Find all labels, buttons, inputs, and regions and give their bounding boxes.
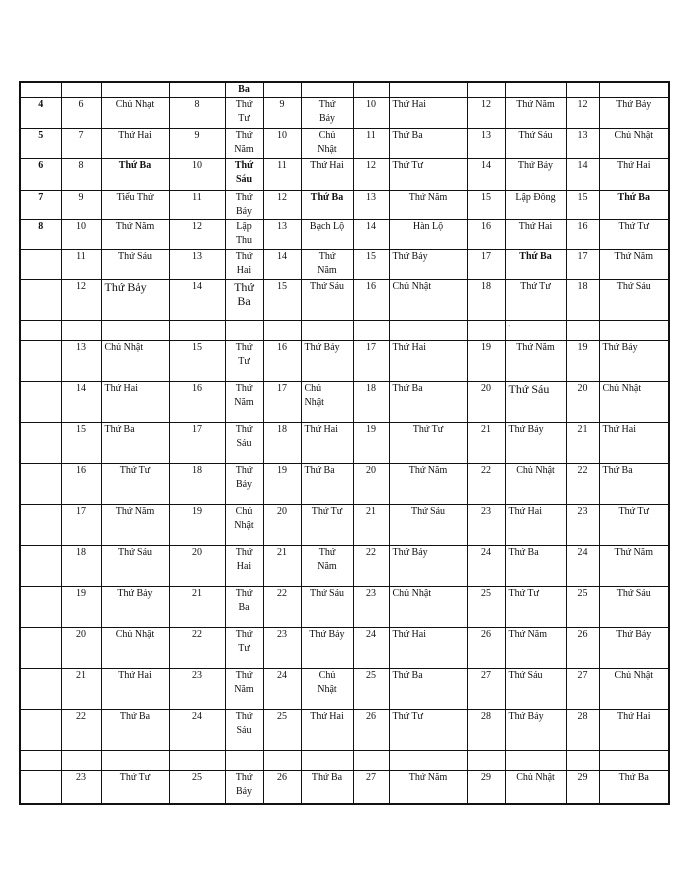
day-number-cell: 10 xyxy=(61,220,101,250)
day-number-cell: 20 xyxy=(263,505,301,546)
weekday-cell: Thứ Ba xyxy=(505,546,566,587)
day-number-cell: 12 xyxy=(566,98,599,129)
weekday-cell: Thứ Tư xyxy=(505,280,566,321)
weekday-cell: Thứ Ba xyxy=(225,587,263,628)
day-number-cell: 11 xyxy=(263,159,301,191)
table-row xyxy=(20,751,669,771)
day-number-cell: 6 xyxy=(61,98,101,129)
row-number-cell xyxy=(20,587,61,628)
weekday-cell: Thứ Hai xyxy=(301,423,353,464)
weekday-cell xyxy=(301,751,353,771)
weekday-cell: Thứ Bảy xyxy=(301,628,353,669)
day-number-cell: 11 xyxy=(353,129,389,159)
day-number-cell: 15 xyxy=(169,341,225,382)
weekday-cell: Thứ Hai xyxy=(101,382,169,423)
weekday-cell: Thứ Hai xyxy=(225,546,263,587)
weekday-cell: Thứ Năm xyxy=(599,250,669,280)
weekday-cell: Chủ Nhật xyxy=(389,587,467,628)
weekday-cell: Thứ Bảy xyxy=(505,159,566,191)
weekday-cell: Thứ Ba xyxy=(301,771,353,804)
day-number-cell: 12 xyxy=(169,220,225,250)
day-number-cell: 23 xyxy=(263,628,301,669)
weekday-cell xyxy=(505,751,566,771)
day-number-cell: 20 xyxy=(467,382,505,423)
day-number-cell xyxy=(61,321,101,341)
weekday-cell: Thứ Bảy xyxy=(505,423,566,464)
table-row xyxy=(20,771,669,804)
weekday-cell: Thứ Hai xyxy=(101,669,169,710)
weekday-cell xyxy=(389,321,467,341)
day-number-cell xyxy=(353,321,389,341)
table-row xyxy=(20,191,669,220)
day-number-cell: 25 xyxy=(566,587,599,628)
weekday-cell: Thứ Hai xyxy=(389,628,467,669)
weekday-cell: Chủ Nhật xyxy=(505,464,566,505)
table-row xyxy=(20,423,669,464)
day-number-cell: 23 xyxy=(169,669,225,710)
weekday-cell: Thứ Bảy xyxy=(225,771,263,804)
weekday-cell: Chủ Nhật xyxy=(301,129,353,159)
table-row xyxy=(20,628,669,669)
day-number-cell: 24 xyxy=(263,669,301,710)
weekday-cell: Thứ Năm xyxy=(505,98,566,129)
row-number-cell xyxy=(20,669,61,710)
weekday-cell: Thứ Năm xyxy=(301,546,353,587)
table-row xyxy=(20,98,669,129)
day-number-cell: 10 xyxy=(263,129,301,159)
day-number-cell: 25 xyxy=(467,587,505,628)
weekday-cell: Thứ Năm xyxy=(389,771,467,804)
weekday-cell: Thứ Tư xyxy=(389,423,467,464)
day-number-cell: 13 xyxy=(263,220,301,250)
day-number-cell xyxy=(353,751,389,771)
day-number-cell: 16 xyxy=(169,382,225,423)
weekday-cell: Thứ Ba xyxy=(101,159,169,191)
day-number-cell: 21 xyxy=(353,505,389,546)
day-number-cell xyxy=(566,751,599,771)
day-number-cell: 28 xyxy=(467,710,505,751)
row-number-cell xyxy=(20,423,61,464)
weekday-cell: Thứ Hai xyxy=(389,341,467,382)
weekday-cell: Thứ Ba xyxy=(389,382,467,423)
weekday-cell: Thứ Tư xyxy=(225,98,263,129)
day-number-cell xyxy=(61,82,101,98)
weekday-cell: Thứ Tư xyxy=(101,464,169,505)
day-number-cell: 24 xyxy=(169,710,225,751)
day-number-cell: 21 xyxy=(61,669,101,710)
weekday-cell: Chủ Nhật xyxy=(101,628,169,669)
weekday-cell: Thứ Bảy xyxy=(599,341,669,382)
weekday-cell: Thứ Tư xyxy=(101,771,169,804)
weekday-cell: Thứ Năm xyxy=(505,628,566,669)
day-number-cell: 19 xyxy=(61,587,101,628)
day-number-cell: 20 xyxy=(169,546,225,587)
day-number-cell: 22 xyxy=(169,628,225,669)
weekday-cell: Thứ Sáu xyxy=(101,250,169,280)
weekday-cell: Thứ Hai xyxy=(505,220,566,250)
weekday-cell xyxy=(599,751,669,771)
day-number-cell: 12 xyxy=(353,159,389,191)
day-number-cell: 19 xyxy=(353,423,389,464)
row-number-cell: 5 xyxy=(20,129,61,159)
day-number-cell xyxy=(467,321,505,341)
row-number-cell xyxy=(20,710,61,751)
table-row xyxy=(20,250,669,280)
table-row xyxy=(20,546,669,587)
day-number-cell: 24 xyxy=(353,628,389,669)
weekday-cell: Thứ Sáu xyxy=(225,159,263,191)
row-number-cell xyxy=(20,382,61,423)
day-number-cell: 26 xyxy=(467,628,505,669)
day-number-cell xyxy=(61,751,101,771)
day-number-cell: 8 xyxy=(61,159,101,191)
weekday-cell: Thứ Bảy xyxy=(389,546,467,587)
weekday-cell: Thứ Ba xyxy=(389,129,467,159)
day-number-cell xyxy=(467,751,505,771)
day-number-cell: 9 xyxy=(61,191,101,220)
day-number-cell: 17 xyxy=(169,423,225,464)
day-number-cell: 10 xyxy=(169,159,225,191)
weekday-cell: Thứ Tư xyxy=(599,220,669,250)
day-number-cell: 29 xyxy=(566,771,599,804)
weekday-cell: Lập Đông xyxy=(505,191,566,220)
day-number-cell: 16 xyxy=(467,220,505,250)
weekday-cell: Thứ Ba xyxy=(599,464,669,505)
weekday-cell: Chủ Nhật xyxy=(389,280,467,321)
weekday-cell: Chủ Nhật xyxy=(101,341,169,382)
day-number-cell: 22 xyxy=(566,464,599,505)
weekday-cell xyxy=(301,82,353,98)
day-number-cell: 17 xyxy=(263,382,301,423)
row-number-cell: 7 xyxy=(20,191,61,220)
weekday-cell: Chủ Nhật xyxy=(225,505,263,546)
weekday-cell: Thứ Bảy xyxy=(599,98,669,129)
day-number-cell: 18 xyxy=(263,423,301,464)
day-number-cell xyxy=(169,82,225,98)
day-number-cell: 14 xyxy=(263,250,301,280)
day-number-cell xyxy=(566,321,599,341)
table-row xyxy=(20,220,669,250)
day-number-cell xyxy=(263,82,301,98)
day-number-cell: 27 xyxy=(566,669,599,710)
row-number-cell xyxy=(20,321,61,341)
weekday-cell xyxy=(225,751,263,771)
weekday-cell: Thứ Tư xyxy=(225,341,263,382)
day-number-cell: 22 xyxy=(61,710,101,751)
day-number-cell: 13 xyxy=(566,129,599,159)
weekday-cell: Thứ Năm xyxy=(505,341,566,382)
day-number-cell xyxy=(263,321,301,341)
weekday-cell: Thứ Ba xyxy=(505,250,566,280)
weekday-cell: Thứ Ba xyxy=(225,280,263,321)
day-number-cell: 12 xyxy=(263,191,301,220)
day-number-cell: 8 xyxy=(169,98,225,129)
day-number-cell: 21 xyxy=(169,587,225,628)
weekday-cell: Thứ Hai xyxy=(599,710,669,751)
weekday-cell xyxy=(101,751,169,771)
row-number-cell xyxy=(20,341,61,382)
weekday-cell: Thứ Năm xyxy=(599,546,669,587)
day-number-cell: 20 xyxy=(353,464,389,505)
day-number-cell: 12 xyxy=(467,98,505,129)
day-number-cell: 28 xyxy=(566,710,599,751)
day-number-cell: 25 xyxy=(353,669,389,710)
day-number-cell: 26 xyxy=(353,710,389,751)
day-number-cell: 18 xyxy=(566,280,599,321)
day-number-cell: 27 xyxy=(467,669,505,710)
day-number-cell: 11 xyxy=(61,250,101,280)
weekday-cell: Thứ Sáu xyxy=(301,587,353,628)
row-number-cell xyxy=(20,751,61,771)
day-number-cell: 19 xyxy=(169,505,225,546)
weekday-cell: Thứ Tư xyxy=(225,628,263,669)
weekday-cell: Thứ Bảy xyxy=(225,464,263,505)
row-number-cell: 4 xyxy=(20,98,61,129)
table-row xyxy=(20,82,669,98)
day-number-cell xyxy=(353,82,389,98)
day-number-cell xyxy=(566,82,599,98)
day-number-cell: 24 xyxy=(467,546,505,587)
weekday-cell: Thứ Ba xyxy=(101,710,169,751)
day-number-cell: 17 xyxy=(353,341,389,382)
weekday-cell: Thứ Sáu xyxy=(505,129,566,159)
day-number-cell: 14 xyxy=(566,159,599,191)
day-number-cell: 27 xyxy=(353,771,389,804)
weekday-cell: Thứ Bảy xyxy=(505,710,566,751)
weekday-cell: Thứ Bảy xyxy=(389,250,467,280)
day-number-cell: 18 xyxy=(169,464,225,505)
weekday-cell: Thứ Năm xyxy=(301,250,353,280)
weekday-cell: Thứ Hai xyxy=(599,159,669,191)
weekday-cell: Thứ Tư xyxy=(389,710,467,751)
weekday-cell: Thứ Hai xyxy=(301,159,353,191)
table-row xyxy=(20,129,669,159)
weekday-cell: Thứ Năm xyxy=(389,464,467,505)
day-number-cell: 20 xyxy=(61,628,101,669)
day-number-cell: 24 xyxy=(566,546,599,587)
day-number-cell: 10 xyxy=(353,98,389,129)
day-number-cell: 23 xyxy=(467,505,505,546)
day-number-cell: 18 xyxy=(61,546,101,587)
weekday-cell xyxy=(101,321,169,341)
weekday-cell: Thứ Ba xyxy=(389,669,467,710)
day-number-cell: 21 xyxy=(566,423,599,464)
weekday-cell: Thứ Hai xyxy=(599,423,669,464)
day-number-cell: 17 xyxy=(61,505,101,546)
day-number-cell xyxy=(169,751,225,771)
day-number-cell: 13 xyxy=(61,341,101,382)
day-number-cell: 23 xyxy=(353,587,389,628)
weekday-cell: Thứ Hai xyxy=(505,505,566,546)
table-row xyxy=(20,159,669,191)
day-number-cell: 9 xyxy=(169,129,225,159)
weekday-cell: Thứ Tư xyxy=(505,587,566,628)
weekday-cell: Chủ Nhật xyxy=(301,669,353,710)
weekday-cell xyxy=(225,321,263,341)
row-number-cell xyxy=(20,82,61,98)
table-row xyxy=(20,341,669,382)
table-row xyxy=(20,505,669,546)
day-number-cell xyxy=(467,82,505,98)
weekday-cell: Thứ Ba xyxy=(101,423,169,464)
day-number-cell: 18 xyxy=(353,382,389,423)
row-number-cell xyxy=(20,771,61,804)
day-number-cell: 20 xyxy=(566,382,599,423)
weekday-cell: Thứ Bảy xyxy=(301,341,353,382)
weekday-cell: Chủ Nhật xyxy=(599,382,669,423)
day-number-cell: 13 xyxy=(353,191,389,220)
weekday-cell: Thứ Năm xyxy=(389,191,467,220)
weekday-cell: Chủ Nhật xyxy=(301,382,353,423)
weekday-cell: Thứ Năm xyxy=(225,129,263,159)
weekday-cell: Ba xyxy=(225,82,263,98)
weekday-cell: Thứ Ba xyxy=(599,771,669,804)
day-number-cell: 19 xyxy=(263,464,301,505)
row-number-cell xyxy=(20,464,61,505)
weekday-cell: Chủ Nhật xyxy=(505,771,566,804)
day-number-cell: 15 xyxy=(263,280,301,321)
day-number-cell: 15 xyxy=(353,250,389,280)
weekday-cell: Thứ Bảy xyxy=(301,98,353,129)
weekday-cell: Thứ Năm xyxy=(101,220,169,250)
weekday-cell: Tiểu Thử xyxy=(101,191,169,220)
day-number-cell: 14 xyxy=(467,159,505,191)
table-row xyxy=(20,587,669,628)
weekday-cell xyxy=(301,321,353,341)
row-number-cell xyxy=(20,628,61,669)
weekday-cell: Thứ Năm xyxy=(225,669,263,710)
weekday-cell: Thứ Hai xyxy=(389,98,467,129)
day-number-cell: 29 xyxy=(467,771,505,804)
day-number-cell: 25 xyxy=(263,710,301,751)
table-row xyxy=(20,710,669,751)
day-number-cell: 14 xyxy=(353,220,389,250)
weekday-cell: Thứ Tư xyxy=(599,505,669,546)
weekday-cell: Thứ Sáu xyxy=(505,382,566,423)
day-number-cell: 21 xyxy=(467,423,505,464)
weekday-cell xyxy=(101,82,169,98)
weekday-cell: Thứ Hai xyxy=(225,250,263,280)
weekday-cell: Thứ Năm xyxy=(225,382,263,423)
day-number-cell: 23 xyxy=(566,505,599,546)
weekday-cell: Thứ Sáu xyxy=(101,546,169,587)
day-number-cell: 16 xyxy=(353,280,389,321)
day-number-cell: 17 xyxy=(467,250,505,280)
weekday-cell: Thứ Hai xyxy=(101,129,169,159)
day-number-cell: 23 xyxy=(61,771,101,804)
weekday-cell: Hàn Lộ xyxy=(389,220,467,250)
weekday-cell xyxy=(599,321,669,341)
weekday-cell: Thứ Tư xyxy=(301,505,353,546)
day-number-cell: 12 xyxy=(61,280,101,321)
day-number-cell: 9 xyxy=(263,98,301,129)
weekday-cell: Thứ Năm xyxy=(101,505,169,546)
day-number-cell: 7 xyxy=(61,129,101,159)
day-number-cell: 19 xyxy=(467,341,505,382)
weekday-cell: Thứ Hai xyxy=(301,710,353,751)
weekday-cell: Thứ Sáu xyxy=(225,423,263,464)
day-number-cell: 13 xyxy=(467,129,505,159)
weekday-cell: Thứ Sáu xyxy=(599,280,669,321)
table-row xyxy=(20,669,669,710)
day-number-cell: 21 xyxy=(263,546,301,587)
day-number-cell: 15 xyxy=(566,191,599,220)
weekday-cell xyxy=(389,82,467,98)
calendar-table xyxy=(19,81,670,805)
day-number-cell: 19 xyxy=(566,341,599,382)
weekday-cell: Thứ Bảy xyxy=(101,280,169,321)
day-number-cell: 25 xyxy=(169,771,225,804)
weekday-cell: Thứ Sáu xyxy=(301,280,353,321)
weekday-cell: Chủ Nhật xyxy=(599,129,669,159)
calendar-body xyxy=(20,82,669,804)
day-number-cell: 11 xyxy=(169,191,225,220)
day-number-cell: 22 xyxy=(353,546,389,587)
weekday-cell: ' xyxy=(505,321,566,341)
day-number-cell: 16 xyxy=(263,341,301,382)
day-number-cell xyxy=(263,751,301,771)
day-number-cell: 13 xyxy=(169,250,225,280)
row-number-cell xyxy=(20,280,61,321)
row-number-cell xyxy=(20,546,61,587)
day-number-cell: 17 xyxy=(566,250,599,280)
table-row xyxy=(20,382,669,423)
weekday-cell: Thứ Bảy xyxy=(225,191,263,220)
day-number-cell xyxy=(169,321,225,341)
row-number-cell: 6 xyxy=(20,159,61,191)
weekday-cell: Chủ Nhạt xyxy=(101,98,169,129)
table-row xyxy=(20,464,669,505)
row-number-cell xyxy=(20,250,61,280)
day-number-cell: 16 xyxy=(61,464,101,505)
weekday-cell: Thứ Sáu xyxy=(225,710,263,751)
day-number-cell: 26 xyxy=(263,771,301,804)
weekday-cell: Thứ Ba xyxy=(301,464,353,505)
day-number-cell: 22 xyxy=(467,464,505,505)
table-row xyxy=(20,321,669,341)
weekday-cell xyxy=(389,751,467,771)
day-number-cell: 22 xyxy=(263,587,301,628)
day-number-cell: 18 xyxy=(467,280,505,321)
weekday-cell: Thứ Ba xyxy=(301,191,353,220)
weekday-cell: Thứ Bảy xyxy=(599,628,669,669)
day-number-cell: 15 xyxy=(61,423,101,464)
table-row xyxy=(20,280,669,321)
weekday-cell: Chủ Nhật xyxy=(599,669,669,710)
weekday-cell: Thứ Sáu xyxy=(389,505,467,546)
weekday-cell: Thứ Sáu xyxy=(599,587,669,628)
day-number-cell: 16 xyxy=(566,220,599,250)
day-number-cell: 15 xyxy=(467,191,505,220)
weekday-cell: Thứ Ba xyxy=(599,191,669,220)
weekday-cell: Bạch Lộ xyxy=(301,220,353,250)
weekday-cell: Thứ Bảy xyxy=(101,587,169,628)
row-number-cell xyxy=(20,505,61,546)
row-number-cell: 8 xyxy=(20,220,61,250)
day-number-cell: 14 xyxy=(169,280,225,321)
day-number-cell: 14 xyxy=(61,382,101,423)
weekday-cell: Thứ Tư xyxy=(389,159,467,191)
weekday-cell: Lập Thu xyxy=(225,220,263,250)
weekday-cell: Thứ Sáu xyxy=(505,669,566,710)
weekday-cell xyxy=(505,82,566,98)
day-number-cell: 26 xyxy=(566,628,599,669)
weekday-cell xyxy=(599,82,669,98)
